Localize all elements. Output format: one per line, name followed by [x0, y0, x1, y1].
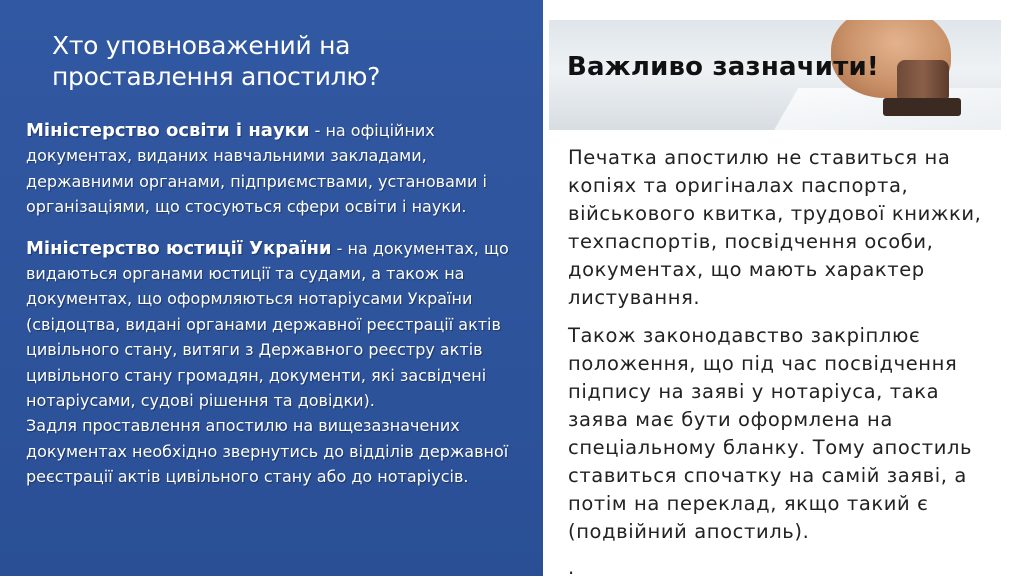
- ministry-justice-paragraph: [26, 236, 538, 414]
- ministry-education-paragraph: [26, 118, 538, 220]
- right-paragraph-2: Також законодавство закріплює положення, що під час посвідчення підпису на заяві у нотаріуса, така заява має бути оформлена на спеціальному бланку. Тому апостиль ставиться спочатку на самій заяві, а потім на переклад, якщо такий є (подвійний апостиль).: [568, 324, 973, 543]
- ministry-justice-text: - на документах, що видаються органами юстиції та судами, а також на документах, що оформляються нотаріусами України (свідоцтва, видані органами державної реєстрації актів цивільного стану, витяги з Державного реєстру актів цивільного стану громадян, документи, які засвідчені нотаріусами, судові рішення та довідки).: [26, 238, 509, 411]
- ministry-justice-name: Міністерство юстиції України: [26, 237, 332, 259]
- right-panel: [543, 0, 1024, 579]
- right-paragraph-1: Печатка апостилю не ставиться на копіях та оригіналах паспорта, військового квитка, трудової книжки, техпаспортів, посвідчення особи, документах, що мають характер листування.: [568, 146, 982, 309]
- ministry-education-text: - на офіційних документах, виданих навчальними закладами, державними органами, підприємствами, установами і організаціями, що стосуються сфери освіти і науки.: [26, 121, 487, 217]
- slide-title: Хто уповноважений на проставлення апостилю?: [52, 31, 381, 91]
- left-body: [26, 118, 538, 490]
- stamp-base-graphic: [883, 98, 961, 116]
- ministry-education-name: Міністерство освіти і науки: [26, 120, 310, 141]
- trailing-dot: .: [568, 556, 575, 579]
- stamp-icon: [897, 60, 949, 100]
- banner-title: Важливо зазначити!: [567, 52, 879, 82]
- right-body: [568, 144, 998, 582]
- banner-image: [549, 20, 1001, 130]
- note-paragraph: Задля проставлення апостилю на вищезазначених документах необхідно звернутись до відділів державної реєстрації актів цивільного стану або до нотаріусів.: [26, 416, 509, 487]
